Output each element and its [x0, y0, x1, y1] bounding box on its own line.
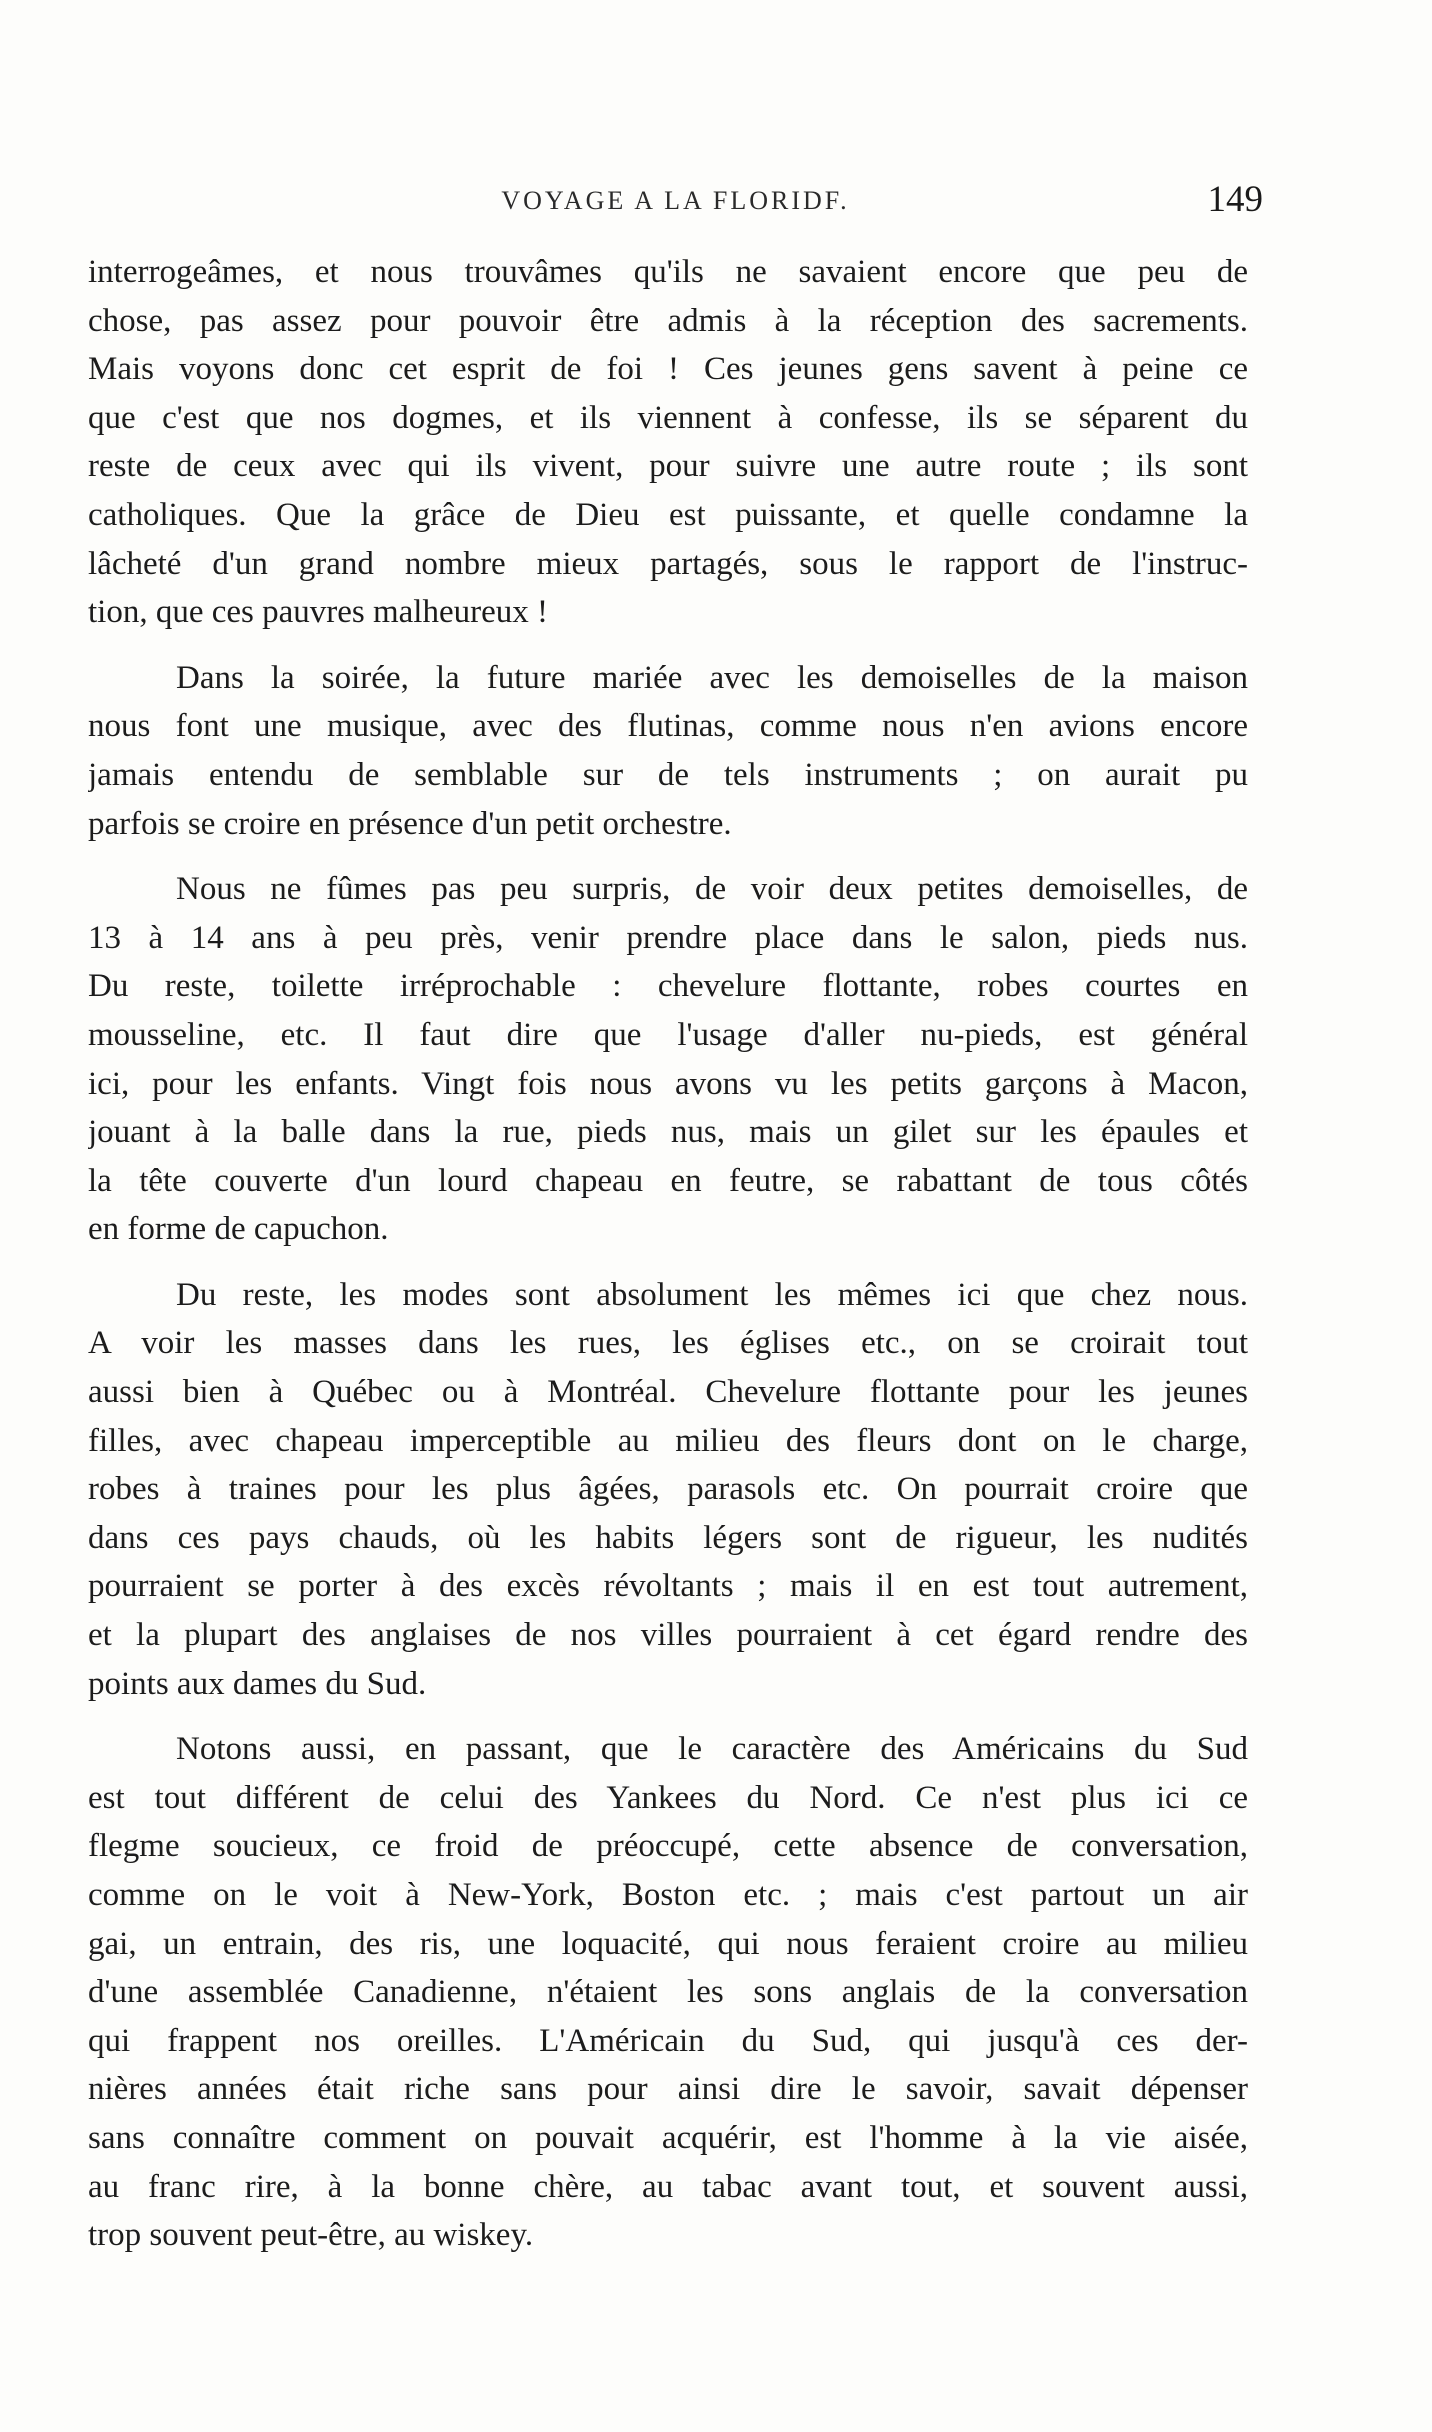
text-line: reste de ceux avec qui ils vivent, pour suivre une autre route ; ils sont	[88, 448, 1248, 485]
text-line: nières années était riche sans pour ainsi dire le savoir, savait dépenser	[88, 2071, 1248, 2108]
text-line: comme on le voit à New-York, Boston etc. ; mais c'est partout un air	[88, 1877, 1248, 1913]
text-line: A voir les masses dans les rues, les églises etc., on se croirait tout	[88, 1325, 1248, 1362]
text-line: est tout différent de celui des Yankees du Nord. Ce n'est plus ici ce	[88, 1779, 1248, 1816]
text-line: sans connaître comment on pouvait acquérir, est l'homme à la vie aisée,	[88, 2119, 1248, 2156]
text-line: Notons aussi, en passant, que le caractère des Américains du Sud	[176, 1731, 1248, 1768]
text-line: jamais entendu de semblable sur de tels instruments ; on aurait pu	[88, 756, 1248, 793]
text-line: que c'est que nos dogmes, et ils viennent à confesse, ils se séparent du	[88, 399, 1248, 436]
text-line: ici, pour les enfants. Vingt fois nous avons vu les petits garçons à Macon,	[88, 1065, 1248, 1102]
text-line: points aux dames du Sud.	[88, 1665, 427, 1702]
paragraph	[88, 248, 1248, 637]
text-line: gai, un entrain, des ris, une loquacité, qui nous feraient croire au milieu	[88, 1925, 1248, 1962]
text-line: Du reste, les modes sont absolument les mêmes ici que chez nous.	[176, 1276, 1248, 1313]
running-head	[88, 178, 1263, 228]
text-line: filles, avec chapeau imperceptible au milieu des fleurs dont on le charge,	[88, 1422, 1248, 1459]
running-title: VOYAGE A LA FLORIDF.	[501, 186, 850, 215]
paragraph	[88, 865, 1248, 1254]
text-line: nous font une musique, avec des flutinas, comme nous n'en avions encore	[88, 708, 1248, 745]
text-line: en forme de capuchon.	[88, 1211, 389, 1248]
text-line: d'une assemblée Canadienne, n'étaient les sons anglais de la conversation	[88, 1974, 1248, 2011]
text-line: dans ces pays chauds, où les habits légers sont de rigueur, les nudités	[88, 1519, 1248, 1556]
text-line: pourraient se porter à des excès révoltants ; mais il en est tout autrement,	[88, 1568, 1248, 1605]
paragraph	[88, 654, 1248, 848]
text-line: et la plupart des anglaises de nos villes pourraient à cet égard rendre des	[88, 1617, 1248, 1654]
text-line: interrogeâmes, et nous trouvâmes qu'ils ne savaient encore que peu de	[88, 254, 1248, 290]
text-line: trop souvent peut-être, au wiskey.	[88, 2217, 534, 2254]
text-line: aussi bien à Québec ou à Montréal. Chevelure flottante pour les jeunes	[88, 1374, 1248, 1411]
text-line: 13 à 14 ans à peu près, venir prendre place dans le salon, pieds nus.	[88, 919, 1248, 956]
text-line: jouant à la balle dans la rue, pieds nus, mais un gilet sur les épaules et	[88, 1114, 1248, 1151]
text-line: catholiques. Que la grâce de Dieu est puissante, et quelle condamne la	[88, 496, 1248, 533]
text-line: au franc rire, à la bonne chère, au tabac avant tout, et souvent aussi,	[88, 2168, 1248, 2205]
paragraph	[88, 1271, 1248, 1708]
text-line: parfois se croire en présence d'un petit orchestre.	[88, 805, 732, 842]
text-line: flegme soucieux, ce froid de préoccupé, cette absence de conversation,	[88, 1828, 1248, 1865]
text-line: Nous ne fûmes pas peu surpris, de voir deux petites demoiselles, de	[176, 871, 1248, 908]
text-line: Dans la soirée, la future mariée avec les demoiselles de la maison	[176, 659, 1248, 696]
body-text	[88, 248, 1248, 2260]
text-line: mousseline, etc. Il faut dire que l'usage d'aller nu-pieds, est général	[88, 1016, 1248, 1053]
text-line: qui frappent nos oreilles. L'Américain du Sud, qui jusqu'à ces der-	[88, 2022, 1248, 2059]
text-line: chose, pas assez pour pouvoir être admis à la réception des sacrements.	[88, 302, 1248, 339]
paragraph	[88, 1725, 1248, 2260]
text-line: lâcheté d'un grand nombre mieux partagés, sous le rapport de l'instruc-	[88, 545, 1248, 582]
text-line: robes à traines pour les plus âgées, parasols etc. On pourrait croire que	[88, 1471, 1248, 1508]
text-line: la tête couverte d'un lourd chapeau en feutre, se rabattant de tous côtés	[88, 1162, 1248, 1199]
text-line: tion, que ces pauvres malheureux !	[88, 594, 549, 631]
page-number: 149	[1207, 179, 1263, 220]
text-line: Mais voyons donc cet esprit de foi ! Ces jeunes gens savent à peine ce	[88, 351, 1248, 388]
text-line: Du reste, toilette irréprochable : chevelure flottante, robes courtes en	[88, 968, 1248, 1005]
